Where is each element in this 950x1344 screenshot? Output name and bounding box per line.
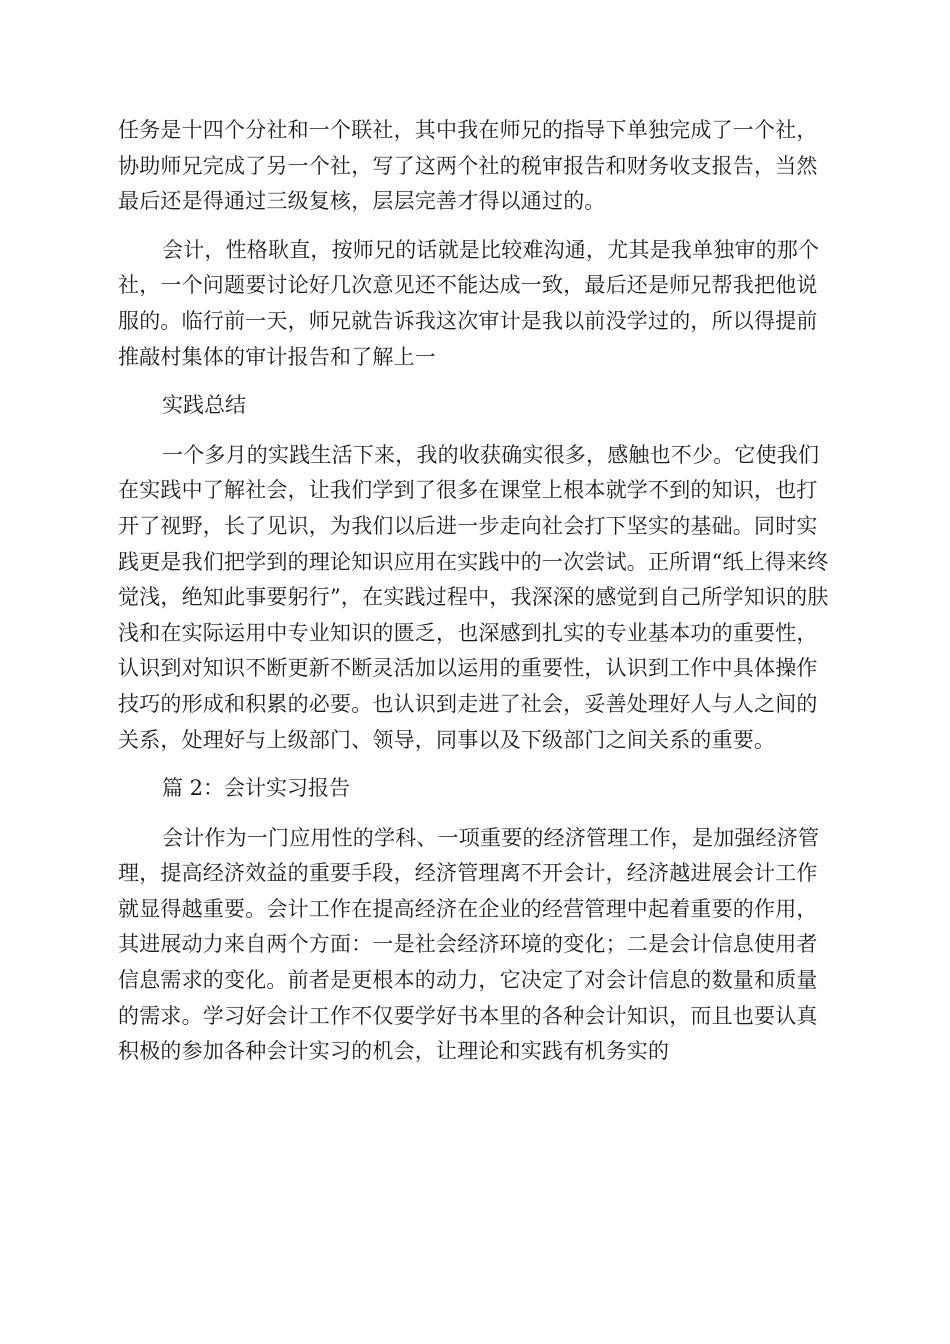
paragraph-continuation: 任务是十四个分社和一个联社，其中我在师兄的指导下单独完成了一个社，协助师兄完成了另一个社，写了这两个社的税审报告和财务收支报告，当然最后还是得通过三级复核，层层完善才得以通过的。	[118, 118, 818, 214]
section-heading-practice-summary: 实践总结	[162, 393, 246, 418]
section-heading-chapter-2: 篇 2：会计实习报告	[162, 776, 351, 801]
paragraph-accounting-intro: 会计作为一门应用性的学科、一项重要的经济管理工作，是加强经济管理，提高经济效益的重要手段，经济管理离不开会计，经济越进展会计工作就显得越重要。会计工作在提高经济在企业的经营管理中起着重要的作用，其进展动力来自两个方面：一是社会经济环境的变化；二是会计信息使用者信息需求的变化。前者是更根本的动力，它决定了对会计信息的数量和质量的需求。学习好会计工作不仅要学好书本里的各种会计知识，而且也要认真积极的参加各种会计实习的机会，让理论和实践有机务实的	[118, 825, 820, 1064]
paragraph-accountant: 会计，性格耿直，按师兄的话就是比较难沟通，尤其是我单独审的那个社，一个问题要讨论好几次意见还不能达成一致，最后还是师兄帮我把他说服的。临行前一天，师兄就告诉我这次审计是我以前没学过的，所以得提前推敲村集体的审计报告和了解上一	[118, 237, 820, 369]
paragraph-practice-summary: 一个多月的实践生活下来，我的收获确实很多，感触也不少。它使我们在实践中了解社会，让我们学到了很多在课堂上根本就学不到的知识，也打开了视野，长了见识，为我们以后进一步走向社会打下坚实的基础。同时实践更是我们把学到的理论知识应用在实践中的一次尝试。正所谓“纸上得来终觉浅，绝知此事要躬行”，在实践过程中，我深深的感觉到自己所学知识的肤浅和在实际运用中专业知识的匮乏，也深感到扎实的专业基本功的重要性，认识到对知识不断更新不断灵活加以运用的重要性，认识到工作中具体操作技巧的形成和积累的必要。也认识到走进了社会，妥善处理好人与人之间的关系，处理好与上级部门、领导，同事以及下级部门之间关系的重要。	[118, 442, 829, 752]
document-body	[118, 113, 832, 1083]
